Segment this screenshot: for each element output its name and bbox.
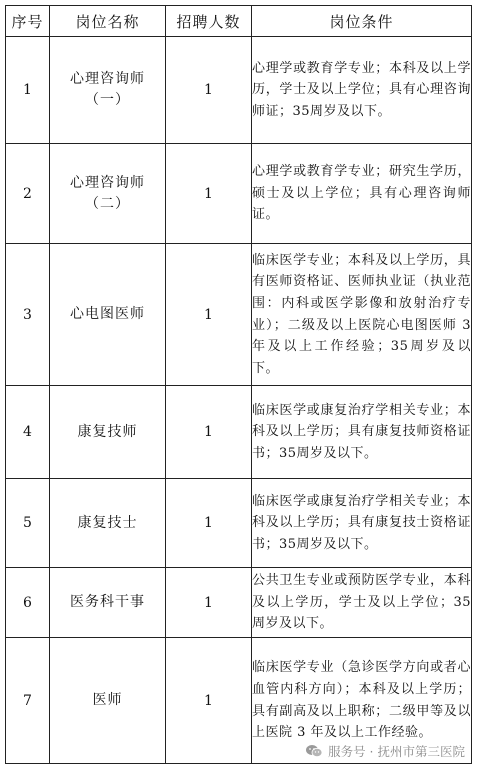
- table-row: [6, 479, 472, 568]
- table-row: [6, 244, 472, 386]
- row-conditions: 临床医学专业（急诊医学方向或者心血管内科方向）；本科及以上学历；具有副高及以上职称；二级甲等及以上医院 3 年及以上工作经验。: [252, 638, 472, 764]
- position-name-line: （二）: [85, 195, 130, 212]
- row-conditions: 公共卫生专业或预防医学专业，本科及以上学历，学士及以上学位；35周岁及以下。: [252, 568, 472, 638]
- row-index: 2: [6, 144, 50, 244]
- row-index: 7: [6, 638, 50, 764]
- wechat-icon: [305, 744, 323, 758]
- row-conditions: 心理学或教育学专业；本科及以上学历，学士及以上学位；具有心理咨询师证；35周岁及以下。: [252, 37, 472, 144]
- header-conditions: 岗位条件: [252, 6, 472, 37]
- header-index: 序号: [6, 6, 50, 37]
- table-row: [6, 37, 472, 144]
- row-hiring-count: 1: [166, 479, 252, 568]
- position-name-line: 心理咨询师: [70, 71, 145, 87]
- position-name-line: 心电图医师: [70, 306, 145, 322]
- row-position-name: [50, 144, 166, 244]
- position-name-line: 医师: [92, 692, 123, 708]
- position-name-line: 医务科干事: [70, 594, 145, 610]
- recruitment-table: [5, 5, 472, 764]
- row-hiring-count: 1: [166, 386, 252, 479]
- position-name-line: （一）: [85, 92, 130, 108]
- row-hiring-count: 1: [166, 568, 252, 638]
- account-watermark: [303, 741, 467, 761]
- table-row: [6, 386, 472, 479]
- row-index: 1: [6, 37, 50, 144]
- row-conditions: 心理学或教育学专业；研究生学历，硕士及以上学位；具有心理咨询师证。: [252, 144, 472, 244]
- row-conditions: 临床医学或康复治疗学相关专业；本科及以上学历；具有康复技士资格证书；35周岁及以下。: [252, 479, 472, 568]
- position-name-line: 康复技士: [77, 514, 138, 531]
- row-position-name: [50, 479, 166, 568]
- row-position-name: [50, 37, 166, 144]
- row-index: 5: [6, 479, 50, 568]
- watermark-text: 服务号 · 抚州市第三医院: [328, 744, 465, 759]
- header-hiring-count: 招聘人数: [166, 6, 252, 37]
- row-hiring-count: 1: [166, 37, 252, 144]
- table-header-row: [6, 6, 472, 37]
- row-conditions: 临床医学专业；本科及以上学历，具有医师资格证、医师执业证（执业范围：内科或医学影像和放射治疗专业）；二级及以上医院心电图医师 3 年及以上工作经验；35周岁及以下。: [252, 244, 472, 386]
- row-position-name: [50, 386, 166, 479]
- position-name-line: 心理咨询师: [70, 174, 145, 191]
- table-row: [6, 144, 472, 244]
- row-position-name: [50, 638, 166, 764]
- row-hiring-count: 1: [166, 638, 252, 764]
- row-index: 6: [6, 568, 50, 638]
- table-row: [6, 568, 472, 638]
- row-index: 4: [6, 386, 50, 479]
- row-hiring-count: 1: [166, 244, 252, 386]
- row-position-name: [50, 568, 166, 638]
- row-hiring-count: 1: [166, 144, 252, 244]
- row-position-name: [50, 244, 166, 386]
- row-index: 3: [6, 244, 50, 386]
- header-position-name: 岗位名称: [50, 6, 166, 37]
- position-name-line: 康复技师: [77, 423, 138, 440]
- row-conditions: 临床医学或康复治疗学相关专业；本科及以上学历；具有康复技师资格证书；35周岁及以下。: [252, 386, 472, 479]
